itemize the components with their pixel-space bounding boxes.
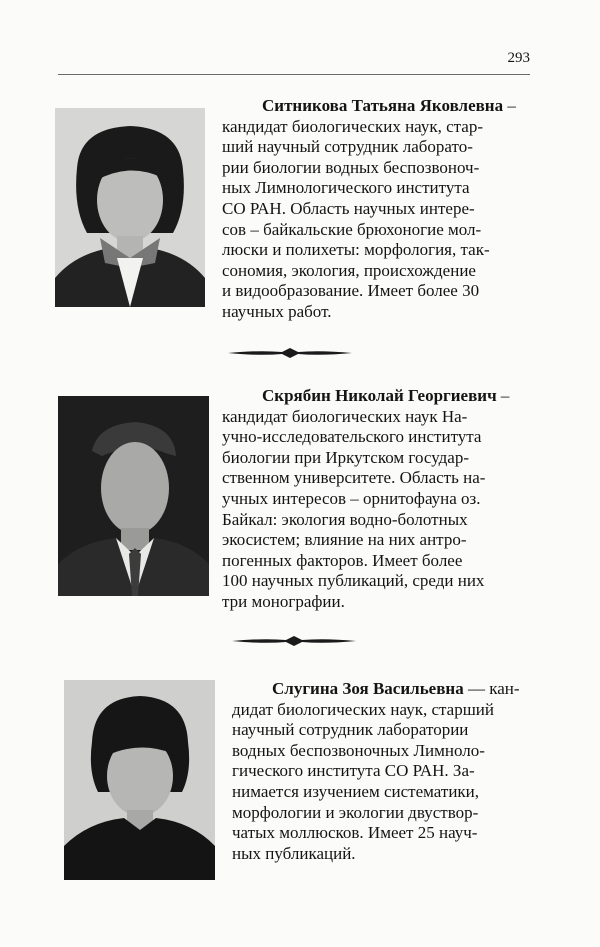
bio-text: Ситникова Татьяна Яковлевна – кандидат биологических наук, стар- ший научный сотрудник лаборато- рии биологии водных беспозвоноч- ных Лимнологического института СО РАН. Область научных интере- сов – байкальские брюхоногие мол- люски и полихеты: морфология, так- сономия, экология, происхождение и видообразование. Имеет более 30 научных работ. xyxy=(222,96,516,321)
person-name: Ситникова Татьяна Яковлевна xyxy=(262,96,504,115)
person-name: Слугина Зоя Васильевна xyxy=(272,679,464,698)
header-rule xyxy=(58,74,530,75)
ornament-divider xyxy=(228,348,352,358)
portrait-photo xyxy=(58,396,209,596)
portrait-woman-icon xyxy=(55,108,205,307)
bio-text: Слугина Зоя Васильевна — кан- дидат биологических наук, старший научный сотрудник лаборатории водных беспозвоночных Лимноло- гического института СО РАН. За- нимается изучением систематики, морфологии и экологии двуствор- чатых моллюсков. Имеет 25 науч- ных публикаций. xyxy=(232,679,520,863)
portrait-woman-icon xyxy=(64,680,215,880)
ornament-divider xyxy=(232,636,356,646)
portrait-photo xyxy=(55,108,205,307)
bio-text: Скрябин Николай Георгиевич – кандидат биологических наук На- учно-исследовательского института биологии при Иркутском государ- ственном университете. Область на- учных интересов – орнитофауна оз. Байкал: экология водно-болотных экосистем; влияние на них антро- погенных факторов. Имеет более 100 научных публикаций, среди них три монографии. xyxy=(222,386,510,611)
portrait-man-icon xyxy=(58,396,209,596)
page-number: 293 xyxy=(507,50,530,66)
person-name: Скрябин Николай Георгиевич xyxy=(262,386,497,405)
portrait-photo xyxy=(64,680,215,880)
